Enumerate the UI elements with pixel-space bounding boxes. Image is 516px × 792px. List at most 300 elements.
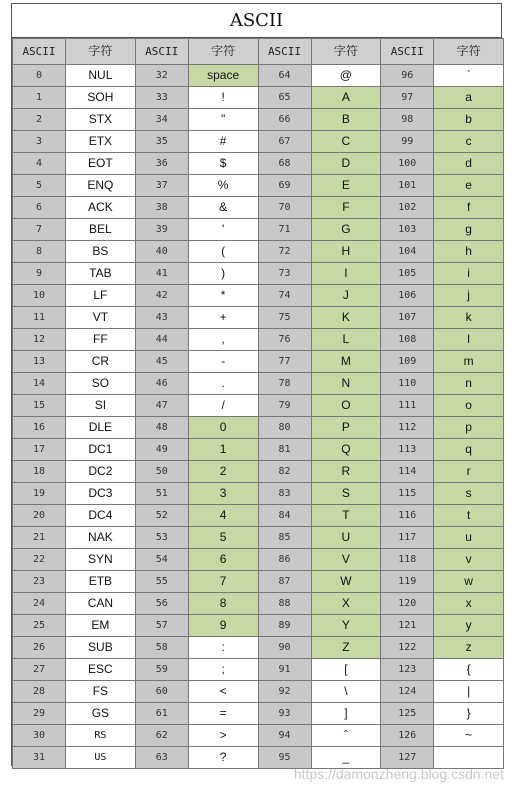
character-cell: ]: [311, 703, 381, 725]
ascii-code-cell: 72: [258, 241, 311, 263]
character-cell: =: [188, 703, 258, 725]
character-cell: +: [188, 307, 258, 329]
character-cell: I: [311, 263, 381, 285]
table-row: [13, 461, 504, 483]
ascii-code-cell: 108: [381, 329, 434, 351]
character-cell: ENQ: [66, 175, 136, 197]
character-cell: r: [434, 461, 504, 483]
header-row: [13, 39, 504, 65]
character-cell: SI: [66, 395, 136, 417]
ascii-code-cell: 102: [381, 197, 434, 219]
table-row: [13, 373, 504, 395]
character-cell: C: [311, 131, 381, 153]
ascii-code-cell: 21: [13, 527, 66, 549]
character-cell: L: [311, 329, 381, 351]
table-row: [13, 571, 504, 593]
character-cell: space: [188, 65, 258, 87]
table-title: ASCII: [12, 4, 501, 38]
ascii-code-cell: 11: [13, 307, 66, 329]
ascii-code-cell: 7: [13, 219, 66, 241]
table-row: [13, 439, 504, 461]
character-cell: #: [188, 131, 258, 153]
character-cell: -: [188, 351, 258, 373]
ascii-code-cell: 60: [135, 681, 188, 703]
table-row: [13, 153, 504, 175]
table-row: [13, 725, 504, 747]
character-cell: Q: [311, 439, 381, 461]
header-ascii: ASCII: [13, 39, 66, 65]
ascii-code-cell: 66: [258, 109, 311, 131]
character-cell: STX: [66, 109, 136, 131]
character-cell: 2: [188, 461, 258, 483]
table-row: [13, 549, 504, 571]
ascii-code-cell: 91: [258, 659, 311, 681]
ascii-code-cell: 96: [381, 65, 434, 87]
ascii-code-cell: 64: [258, 65, 311, 87]
character-cell: k: [434, 307, 504, 329]
ascii-code-cell: 115: [381, 483, 434, 505]
ascii-code-cell: 40: [135, 241, 188, 263]
ascii-code-cell: 104: [381, 241, 434, 263]
ascii-code-cell: 103: [381, 219, 434, 241]
character-cell: J: [311, 285, 381, 307]
character-cell: @: [311, 65, 381, 87]
table-row: [13, 65, 504, 87]
ascii-code-cell: 45: [135, 351, 188, 373]
character-cell: GS: [66, 703, 136, 725]
character-cell: ~: [434, 725, 504, 747]
character-cell: NAK: [66, 527, 136, 549]
ascii-code-cell: 88: [258, 593, 311, 615]
ascii-code-cell: 62: [135, 725, 188, 747]
ascii-code-cell: 5: [13, 175, 66, 197]
character-cell: m: [434, 351, 504, 373]
character-cell: SYN: [66, 549, 136, 571]
character-cell: ACK: [66, 197, 136, 219]
ascii-code-cell: 99: [381, 131, 434, 153]
character-cell: b: [434, 109, 504, 131]
character-cell: U: [311, 527, 381, 549]
table-row: [13, 131, 504, 153]
ascii-code-cell: 18: [13, 461, 66, 483]
character-cell: n: [434, 373, 504, 395]
character-cell: z: [434, 637, 504, 659]
table-row: [13, 593, 504, 615]
character-cell: BEL: [66, 219, 136, 241]
ascii-code-cell: 119: [381, 571, 434, 593]
ascii-code-cell: 27: [13, 659, 66, 681]
header-ascii: ASCII: [258, 39, 311, 65]
character-cell: A: [311, 87, 381, 109]
table-row: [13, 527, 504, 549]
ascii-code-cell: 101: [381, 175, 434, 197]
character-cell: x: [434, 593, 504, 615]
ascii-code-cell: 23: [13, 571, 66, 593]
ascii-code-cell: 58: [135, 637, 188, 659]
ascii-table: [12, 38, 504, 769]
character-cell: :: [188, 637, 258, 659]
character-cell: *: [188, 285, 258, 307]
ascii-code-cell: 31: [13, 747, 66, 769]
character-cell: EM: [66, 615, 136, 637]
ascii-code-cell: 123: [381, 659, 434, 681]
ascii-code-cell: 93: [258, 703, 311, 725]
character-cell: s: [434, 483, 504, 505]
ascii-code-cell: 71: [258, 219, 311, 241]
character-cell: W: [311, 571, 381, 593]
ascii-code-cell: 127: [381, 747, 434, 769]
character-cell: F: [311, 197, 381, 219]
character-cell: G: [311, 219, 381, 241]
character-cell: %: [188, 175, 258, 197]
table-row: [13, 395, 504, 417]
ascii-code-cell: 83: [258, 483, 311, 505]
character-cell: <: [188, 681, 258, 703]
ascii-code-cell: 30: [13, 725, 66, 747]
character-cell: y: [434, 615, 504, 637]
ascii-code-cell: 89: [258, 615, 311, 637]
character-cell: SO: [66, 373, 136, 395]
character-cell: ˆ: [311, 725, 381, 747]
ascii-code-cell: 43: [135, 307, 188, 329]
ascii-code-cell: 98: [381, 109, 434, 131]
ascii-code-cell: 2: [13, 109, 66, 131]
ascii-code-cell: 56: [135, 593, 188, 615]
character-cell: E: [311, 175, 381, 197]
ascii-code-cell: 87: [258, 571, 311, 593]
ascii-code-cell: 14: [13, 373, 66, 395]
table-row: [13, 637, 504, 659]
ascii-code-cell: 32: [135, 65, 188, 87]
character-cell: Z: [311, 637, 381, 659]
character-cell: VT: [66, 307, 136, 329]
ascii-code-cell: 80: [258, 417, 311, 439]
ascii-code-cell: 36: [135, 153, 188, 175]
character-cell: DC1: [66, 439, 136, 461]
table-row: [13, 615, 504, 637]
character-cell: /: [188, 395, 258, 417]
ascii-code-cell: 75: [258, 307, 311, 329]
header-ascii: ASCII: [381, 39, 434, 65]
ascii-code-cell: 124: [381, 681, 434, 703]
ascii-code-cell: 54: [135, 549, 188, 571]
ascii-code-cell: 81: [258, 439, 311, 461]
table-row: [13, 351, 504, 373]
ascii-code-cell: 50: [135, 461, 188, 483]
table-row: [13, 197, 504, 219]
character-cell: _: [311, 747, 381, 769]
ascii-code-cell: 112: [381, 417, 434, 439]
character-cell: i: [434, 263, 504, 285]
character-cell: 5: [188, 527, 258, 549]
character-cell: 0: [188, 417, 258, 439]
ascii-code-cell: 15: [13, 395, 66, 417]
character-cell: US: [66, 747, 136, 769]
character-cell: FF: [66, 329, 136, 351]
ascii-code-cell: 79: [258, 395, 311, 417]
ascii-code-cell: 3: [13, 131, 66, 153]
character-cell: v: [434, 549, 504, 571]
ascii-code-cell: 121: [381, 615, 434, 637]
character-cell: 8: [188, 593, 258, 615]
character-cell: w: [434, 571, 504, 593]
ascii-code-cell: 105: [381, 263, 434, 285]
character-cell: !: [188, 87, 258, 109]
ascii-code-cell: 120: [381, 593, 434, 615]
character-cell: BS: [66, 241, 136, 263]
ascii-code-cell: 24: [13, 593, 66, 615]
ascii-code-cell: 33: [135, 87, 188, 109]
table-row: [13, 307, 504, 329]
ascii-code-cell: 29: [13, 703, 66, 725]
table-row: [13, 219, 504, 241]
character-cell: }: [434, 703, 504, 725]
header-char: 字符: [66, 39, 136, 65]
table-row: [13, 703, 504, 725]
ascii-code-cell: 35: [135, 131, 188, 153]
table-row: [13, 175, 504, 197]
ascii-code-cell: 74: [258, 285, 311, 307]
ascii-code-cell: 46: [135, 373, 188, 395]
ascii-code-cell: 49: [135, 439, 188, 461]
character-cell: u: [434, 527, 504, 549]
ascii-code-cell: 6: [13, 197, 66, 219]
ascii-code-cell: 25: [13, 615, 66, 637]
watermark-text: https://damonzheng.blog.csdn.net: [293, 766, 504, 782]
character-cell: RS: [66, 725, 136, 747]
character-cell: ESC: [66, 659, 136, 681]
character-cell: NUL: [66, 65, 136, 87]
ascii-code-cell: 114: [381, 461, 434, 483]
ascii-code-cell: 19: [13, 483, 66, 505]
ascii-code-cell: 78: [258, 373, 311, 395]
ascii-code-cell: 113: [381, 439, 434, 461]
ascii-code-cell: 94: [258, 725, 311, 747]
ascii-code-cell: 110: [381, 373, 434, 395]
character-cell: (: [188, 241, 258, 263]
character-cell: R: [311, 461, 381, 483]
ascii-code-cell: 44: [135, 329, 188, 351]
header-char: 字符: [434, 39, 504, 65]
character-cell: f: [434, 197, 504, 219]
ascii-code-cell: 126: [381, 725, 434, 747]
character-cell: ETX: [66, 131, 136, 153]
character-cell: 7: [188, 571, 258, 593]
character-cell: ": [188, 109, 258, 131]
ascii-code-cell: 1: [13, 87, 66, 109]
table-row: [13, 263, 504, 285]
character-cell: |: [434, 681, 504, 703]
ascii-code-cell: 97: [381, 87, 434, 109]
character-cell: T: [311, 505, 381, 527]
character-cell: N: [311, 373, 381, 395]
ascii-code-cell: 107: [381, 307, 434, 329]
ascii-code-cell: 106: [381, 285, 434, 307]
character-cell: $: [188, 153, 258, 175]
character-cell: DC3: [66, 483, 136, 505]
character-cell: Y: [311, 615, 381, 637]
ascii-code-cell: 100: [381, 153, 434, 175]
character-cell: g: [434, 219, 504, 241]
ascii-code-cell: 61: [135, 703, 188, 725]
ascii-code-cell: 109: [381, 351, 434, 373]
character-cell: h: [434, 241, 504, 263]
ascii-code-cell: 4: [13, 153, 66, 175]
character-cell: p: [434, 417, 504, 439]
table-row: [13, 417, 504, 439]
character-cell: 9: [188, 615, 258, 637]
character-cell: V: [311, 549, 381, 571]
character-cell: H: [311, 241, 381, 263]
ascii-code-cell: 117: [381, 527, 434, 549]
ascii-code-cell: 116: [381, 505, 434, 527]
ascii-code-cell: 90: [258, 637, 311, 659]
table-row: [13, 87, 504, 109]
character-cell: P: [311, 417, 381, 439]
character-cell: [: [311, 659, 381, 681]
ascii-code-cell: 53: [135, 527, 188, 549]
character-cell: M: [311, 351, 381, 373]
header-char: 字符: [188, 39, 258, 65]
ascii-code-cell: 41: [135, 263, 188, 285]
ascii-code-cell: 17: [13, 439, 66, 461]
ascii-code-cell: 111: [381, 395, 434, 417]
ascii-code-cell: 34: [135, 109, 188, 131]
ascii-code-cell: 125: [381, 703, 434, 725]
character-cell: {: [434, 659, 504, 681]
ascii-code-cell: 82: [258, 461, 311, 483]
character-cell: K: [311, 307, 381, 329]
ascii-code-cell: 70: [258, 197, 311, 219]
table-body: [13, 65, 504, 769]
table-row: [13, 109, 504, 131]
ascii-code-cell: 51: [135, 483, 188, 505]
character-cell: `: [434, 65, 504, 87]
character-cell: ?: [188, 747, 258, 769]
character-cell: SUB: [66, 637, 136, 659]
table-row: [13, 659, 504, 681]
ascii-code-cell: 13: [13, 351, 66, 373]
character-cell: ): [188, 263, 258, 285]
ascii-code-cell: 22: [13, 549, 66, 571]
table-row: [13, 241, 504, 263]
character-cell: e: [434, 175, 504, 197]
character-cell: o: [434, 395, 504, 417]
character-cell: a: [434, 87, 504, 109]
ascii-code-cell: 86: [258, 549, 311, 571]
ascii-code-cell: 67: [258, 131, 311, 153]
character-cell: d: [434, 153, 504, 175]
ascii-code-cell: 77: [258, 351, 311, 373]
character-cell: l: [434, 329, 504, 351]
character-cell: ETB: [66, 571, 136, 593]
ascii-code-cell: 42: [135, 285, 188, 307]
character-cell: TAB: [66, 263, 136, 285]
character-cell: SOH: [66, 87, 136, 109]
ascii-code-cell: 95: [258, 747, 311, 769]
ascii-code-cell: 9: [13, 263, 66, 285]
character-cell: DC4: [66, 505, 136, 527]
header-ascii: ASCII: [135, 39, 188, 65]
ascii-code-cell: 39: [135, 219, 188, 241]
ascii-code-cell: 73: [258, 263, 311, 285]
ascii-code-cell: 57: [135, 615, 188, 637]
ascii-code-cell: 37: [135, 175, 188, 197]
ascii-table-sheet: [11, 3, 502, 766]
ascii-code-cell: 122: [381, 637, 434, 659]
ascii-code-cell: 12: [13, 329, 66, 351]
ascii-code-cell: 84: [258, 505, 311, 527]
ascii-code-cell: 16: [13, 417, 66, 439]
character-cell: DC2: [66, 461, 136, 483]
ascii-code-cell: 69: [258, 175, 311, 197]
ascii-code-cell: 76: [258, 329, 311, 351]
character-cell: O: [311, 395, 381, 417]
character-cell: .: [188, 373, 258, 395]
ascii-code-cell: 10: [13, 285, 66, 307]
ascii-code-cell: 65: [258, 87, 311, 109]
ascii-code-cell: 52: [135, 505, 188, 527]
character-cell: 3: [188, 483, 258, 505]
table-row: [13, 681, 504, 703]
ascii-code-cell: 38: [135, 197, 188, 219]
table-row: [13, 483, 504, 505]
ascii-code-cell: 28: [13, 681, 66, 703]
ascii-code-cell: 59: [135, 659, 188, 681]
character-cell: DLE: [66, 417, 136, 439]
ascii-code-cell: 20: [13, 505, 66, 527]
ascii-code-cell: 85: [258, 527, 311, 549]
character-cell: 6: [188, 549, 258, 571]
ascii-code-cell: 26: [13, 637, 66, 659]
character-cell: LF: [66, 285, 136, 307]
character-cell: CR: [66, 351, 136, 373]
character-cell: >: [188, 725, 258, 747]
character-cell: B: [311, 109, 381, 131]
character-cell: ': [188, 219, 258, 241]
ascii-code-cell: 47: [135, 395, 188, 417]
ascii-code-cell: 63: [135, 747, 188, 769]
ascii-code-cell: 48: [135, 417, 188, 439]
header-char: 字符: [311, 39, 381, 65]
character-cell: X: [311, 593, 381, 615]
character-cell: D: [311, 153, 381, 175]
table-row: [13, 505, 504, 527]
character-cell: j: [434, 285, 504, 307]
ascii-code-cell: 0: [13, 65, 66, 87]
character-cell: EOT: [66, 153, 136, 175]
table-row: [13, 285, 504, 307]
ascii-code-cell: 118: [381, 549, 434, 571]
character-cell: ;: [188, 659, 258, 681]
character-cell: q: [434, 439, 504, 461]
character-cell: \: [311, 681, 381, 703]
character-cell: CAN: [66, 593, 136, 615]
ascii-code-cell: 92: [258, 681, 311, 703]
character-cell: 1: [188, 439, 258, 461]
character-cell: 4: [188, 505, 258, 527]
character-cell: S: [311, 483, 381, 505]
table-row: [13, 329, 504, 351]
ascii-code-cell: 55: [135, 571, 188, 593]
character-cell: c: [434, 131, 504, 153]
character-cell: FS: [66, 681, 136, 703]
character-cell: t: [434, 505, 504, 527]
ascii-code-cell: 8: [13, 241, 66, 263]
character-cell: ,: [188, 329, 258, 351]
ascii-code-cell: 68: [258, 153, 311, 175]
character-cell: &: [188, 197, 258, 219]
